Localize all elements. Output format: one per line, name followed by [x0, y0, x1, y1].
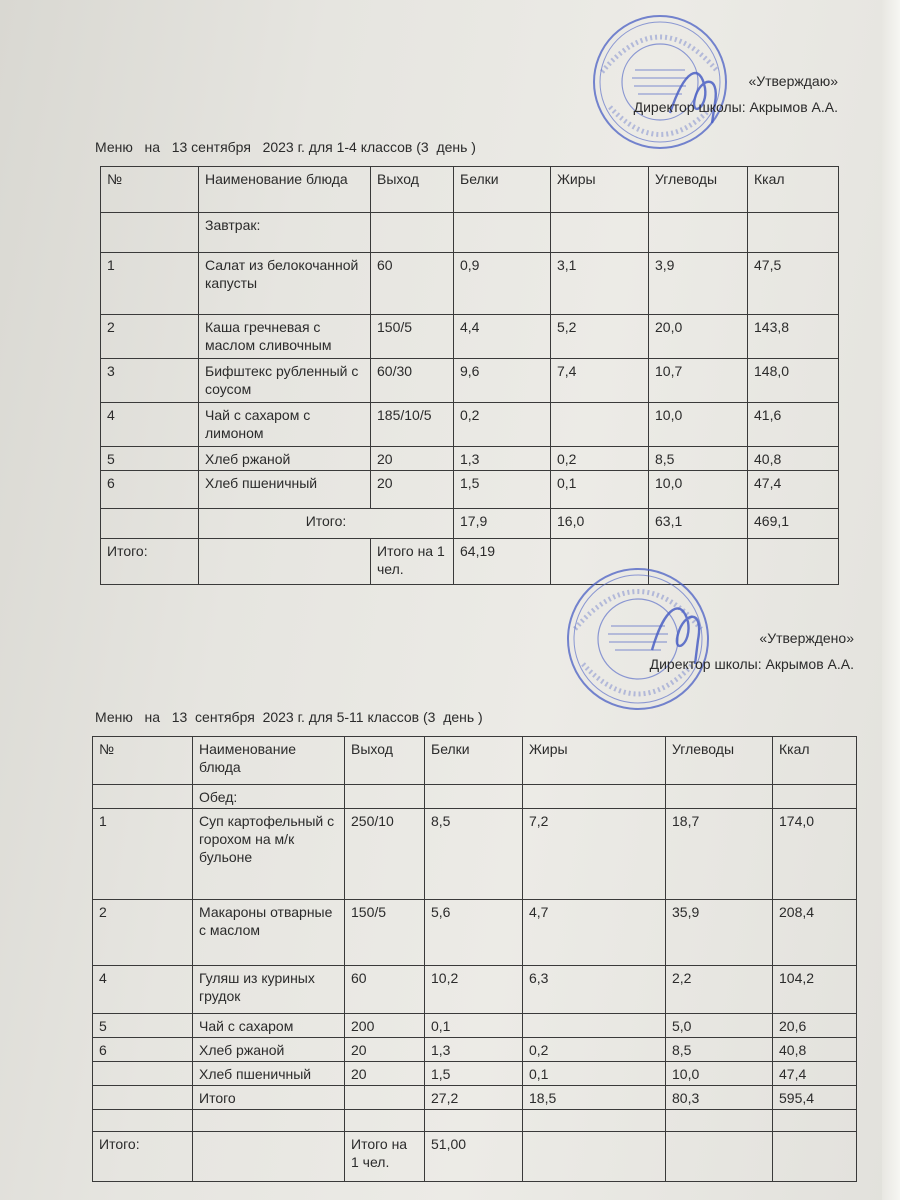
cell: 10,7 — [649, 359, 748, 403]
cell: 5 — [101, 447, 199, 471]
cell: 0,1 — [425, 1014, 523, 1038]
cell: 3 — [101, 359, 199, 403]
table-row — [101, 471, 839, 509]
cell: 41,6 — [748, 403, 839, 447]
cell: 10,2 — [425, 966, 523, 1014]
cell: 7,2 — [523, 809, 666, 900]
header-cell: Ккал — [773, 737, 857, 785]
header-cell: № — [101, 167, 199, 213]
header-cell: Жиры — [551, 167, 649, 213]
cell: 143,8 — [748, 315, 839, 359]
cell: 4,7 — [523, 900, 666, 966]
header-cell: № — [93, 737, 193, 785]
subtotal-kcal: 469,1 — [748, 509, 839, 539]
cell — [93, 1062, 193, 1086]
cell: 5,6 — [425, 900, 523, 966]
cell: Каша гречневая с маслом сливочным — [199, 315, 371, 359]
menu-table-primary — [100, 166, 839, 585]
cell: 8,5 — [649, 447, 748, 471]
cell: 0,2 — [551, 447, 649, 471]
total-row — [101, 539, 839, 585]
cell: 7,4 — [551, 359, 649, 403]
cell: 208,4 — [773, 900, 857, 966]
subtotal-label: Итого — [193, 1086, 345, 1110]
cell: 10,0 — [666, 1062, 773, 1086]
cell: 47,4 — [773, 1062, 857, 1086]
cell: 2 — [101, 315, 199, 359]
header-cell: Жиры — [523, 737, 666, 785]
cell: 5 — [93, 1014, 193, 1038]
table-row — [93, 1062, 857, 1086]
cell: 104,2 — [773, 966, 857, 1014]
cell: Бифштекс рубленный с соусом — [199, 359, 371, 403]
header-cell: Белки — [425, 737, 523, 785]
table-row — [93, 1014, 857, 1038]
menu-table-secondary — [92, 736, 857, 1182]
cell: 6,3 — [523, 966, 666, 1014]
table-row — [93, 966, 857, 1014]
cell: 4 — [101, 403, 199, 447]
cell: Хлеб пшеничный — [199, 471, 371, 509]
cell: 47,4 — [748, 471, 839, 509]
subtotal-carbs: 63,1 — [649, 509, 748, 539]
cell: 3,1 — [551, 253, 649, 315]
approval-title-top: «Утверждаю» — [748, 73, 838, 89]
cell: 0,1 — [551, 471, 649, 509]
cell: 2,2 — [666, 966, 773, 1014]
cell: 3,9 — [649, 253, 748, 315]
cell — [523, 1014, 666, 1038]
subtotal-fat: 16,0 — [551, 509, 649, 539]
header-cell: Наименование блюда — [199, 167, 371, 213]
meal-row — [101, 213, 839, 253]
cell: 0,9 — [454, 253, 551, 315]
cell: Хлеб пшеничный — [193, 1062, 345, 1086]
cell: 200 — [345, 1014, 425, 1038]
cell: 60/30 — [371, 359, 454, 403]
subtotal-carbs: 80,3 — [666, 1086, 773, 1110]
cell: 148,0 — [748, 359, 839, 403]
approval-block-top — [634, 70, 838, 118]
meal-row — [93, 785, 857, 809]
page-edge — [882, 0, 900, 1200]
cell: 1,3 — [454, 447, 551, 471]
total-label: Итого: — [101, 539, 199, 585]
table-row — [101, 403, 839, 447]
cell: 20,6 — [773, 1014, 857, 1038]
header-cell: Углеводы — [666, 737, 773, 785]
approval-title-bottom: «Утверждено» — [759, 630, 854, 646]
table-row — [101, 447, 839, 471]
per-person-value: 51,00 — [425, 1132, 523, 1182]
approval-director-top: Директор школы: Акрымов А.А. — [633, 99, 838, 115]
table-header-row — [93, 737, 857, 785]
cell: 20 — [371, 471, 454, 509]
cell: Салат из белокочанной капусты — [199, 253, 371, 315]
empty-row — [93, 1110, 857, 1132]
subtotal-protein: 27,2 — [425, 1086, 523, 1110]
cell: 150/5 — [345, 900, 425, 966]
cell: 0,1 — [523, 1062, 666, 1086]
table-row — [101, 253, 839, 315]
per-person-label: Итого на 1 чел. — [371, 539, 454, 585]
cell: 1,5 — [454, 471, 551, 509]
cell: 1 — [101, 253, 199, 315]
subtotal-row — [101, 509, 839, 539]
cell: 40,8 — [748, 447, 839, 471]
meal-label: Завтрак: — [199, 213, 371, 253]
cell: 20 — [345, 1038, 425, 1062]
cell: 0,2 — [523, 1038, 666, 1062]
cell: 0,2 — [454, 403, 551, 447]
per-person-value: 64,19 — [454, 539, 551, 585]
header-cell: Ккал — [748, 167, 839, 213]
cell: 40,8 — [773, 1038, 857, 1062]
header-cell: Выход — [371, 167, 454, 213]
cell: 8,5 — [425, 809, 523, 900]
cell: 4 — [93, 966, 193, 1014]
cell: 47,5 — [748, 253, 839, 315]
cell: Хлеб ржаной — [193, 1038, 345, 1062]
approval-block-bottom — [650, 627, 854, 675]
cell: 60 — [371, 253, 454, 315]
cell: 9,6 — [454, 359, 551, 403]
approval-director-bottom: Директор школы: Акрымов А.А. — [649, 656, 854, 672]
table-row — [93, 809, 857, 900]
header-cell: Белки — [454, 167, 551, 213]
cell: 6 — [101, 471, 199, 509]
cell: Суп картофельный с горохом на м/к бульоне — [193, 809, 345, 900]
cell: 35,9 — [666, 900, 773, 966]
subtotal-row — [93, 1086, 857, 1110]
cell: 4,4 — [454, 315, 551, 359]
cell: Чай с сахаром — [193, 1014, 345, 1038]
subtotal-label: Итого: — [199, 509, 454, 539]
header-cell: Углеводы — [649, 167, 748, 213]
cell: 150/5 — [371, 315, 454, 359]
cell: 2 — [93, 900, 193, 966]
table-header-row — [101, 167, 839, 213]
cell: 1 — [93, 809, 193, 900]
cell: 60 — [345, 966, 425, 1014]
menu-caption-bottom: Меню на 13 сентября 2023 г. для 5-11 классов (3 день ) — [95, 709, 483, 725]
header-cell: Наименование блюда — [193, 737, 345, 785]
cell — [551, 403, 649, 447]
cell: 10,0 — [649, 471, 748, 509]
cell: 18,7 — [666, 809, 773, 900]
cell: Макароны отварные с маслом — [193, 900, 345, 966]
cell: Чай с сахаром с лимоном — [199, 403, 371, 447]
table-row — [93, 900, 857, 966]
menu-caption-top: Меню на 13 сентября 2023 г. для 1-4 классов (3 день ) — [95, 139, 476, 155]
cell: 20 — [371, 447, 454, 471]
cell: 250/10 — [345, 809, 425, 900]
meal-label: Обед: — [193, 785, 345, 809]
cell: 20 — [345, 1062, 425, 1086]
per-person-label: Итого на 1 чел. — [345, 1132, 425, 1182]
cell: 20,0 — [649, 315, 748, 359]
total-row — [93, 1132, 857, 1182]
total-label: Итого: — [93, 1132, 193, 1182]
cell: 185/10/5 — [371, 403, 454, 447]
cell: Гуляш из куриных грудок — [193, 966, 345, 1014]
cell: 5,0 — [666, 1014, 773, 1038]
table-row — [93, 1038, 857, 1062]
subtotal-fat: 18,5 — [523, 1086, 666, 1110]
table-row — [101, 315, 839, 359]
table-row — [101, 359, 839, 403]
cell: 174,0 — [773, 809, 857, 900]
cell: 5,2 — [551, 315, 649, 359]
cell: 1,5 — [425, 1062, 523, 1086]
header-cell: Выход — [345, 737, 425, 785]
cell: 8,5 — [666, 1038, 773, 1062]
cell: Хлеб ржаной — [199, 447, 371, 471]
subtotal-protein: 17,9 — [454, 509, 551, 539]
cell: 1,3 — [425, 1038, 523, 1062]
cell: 10,0 — [649, 403, 748, 447]
cell: 6 — [93, 1038, 193, 1062]
subtotal-kcal: 595,4 — [773, 1086, 857, 1110]
